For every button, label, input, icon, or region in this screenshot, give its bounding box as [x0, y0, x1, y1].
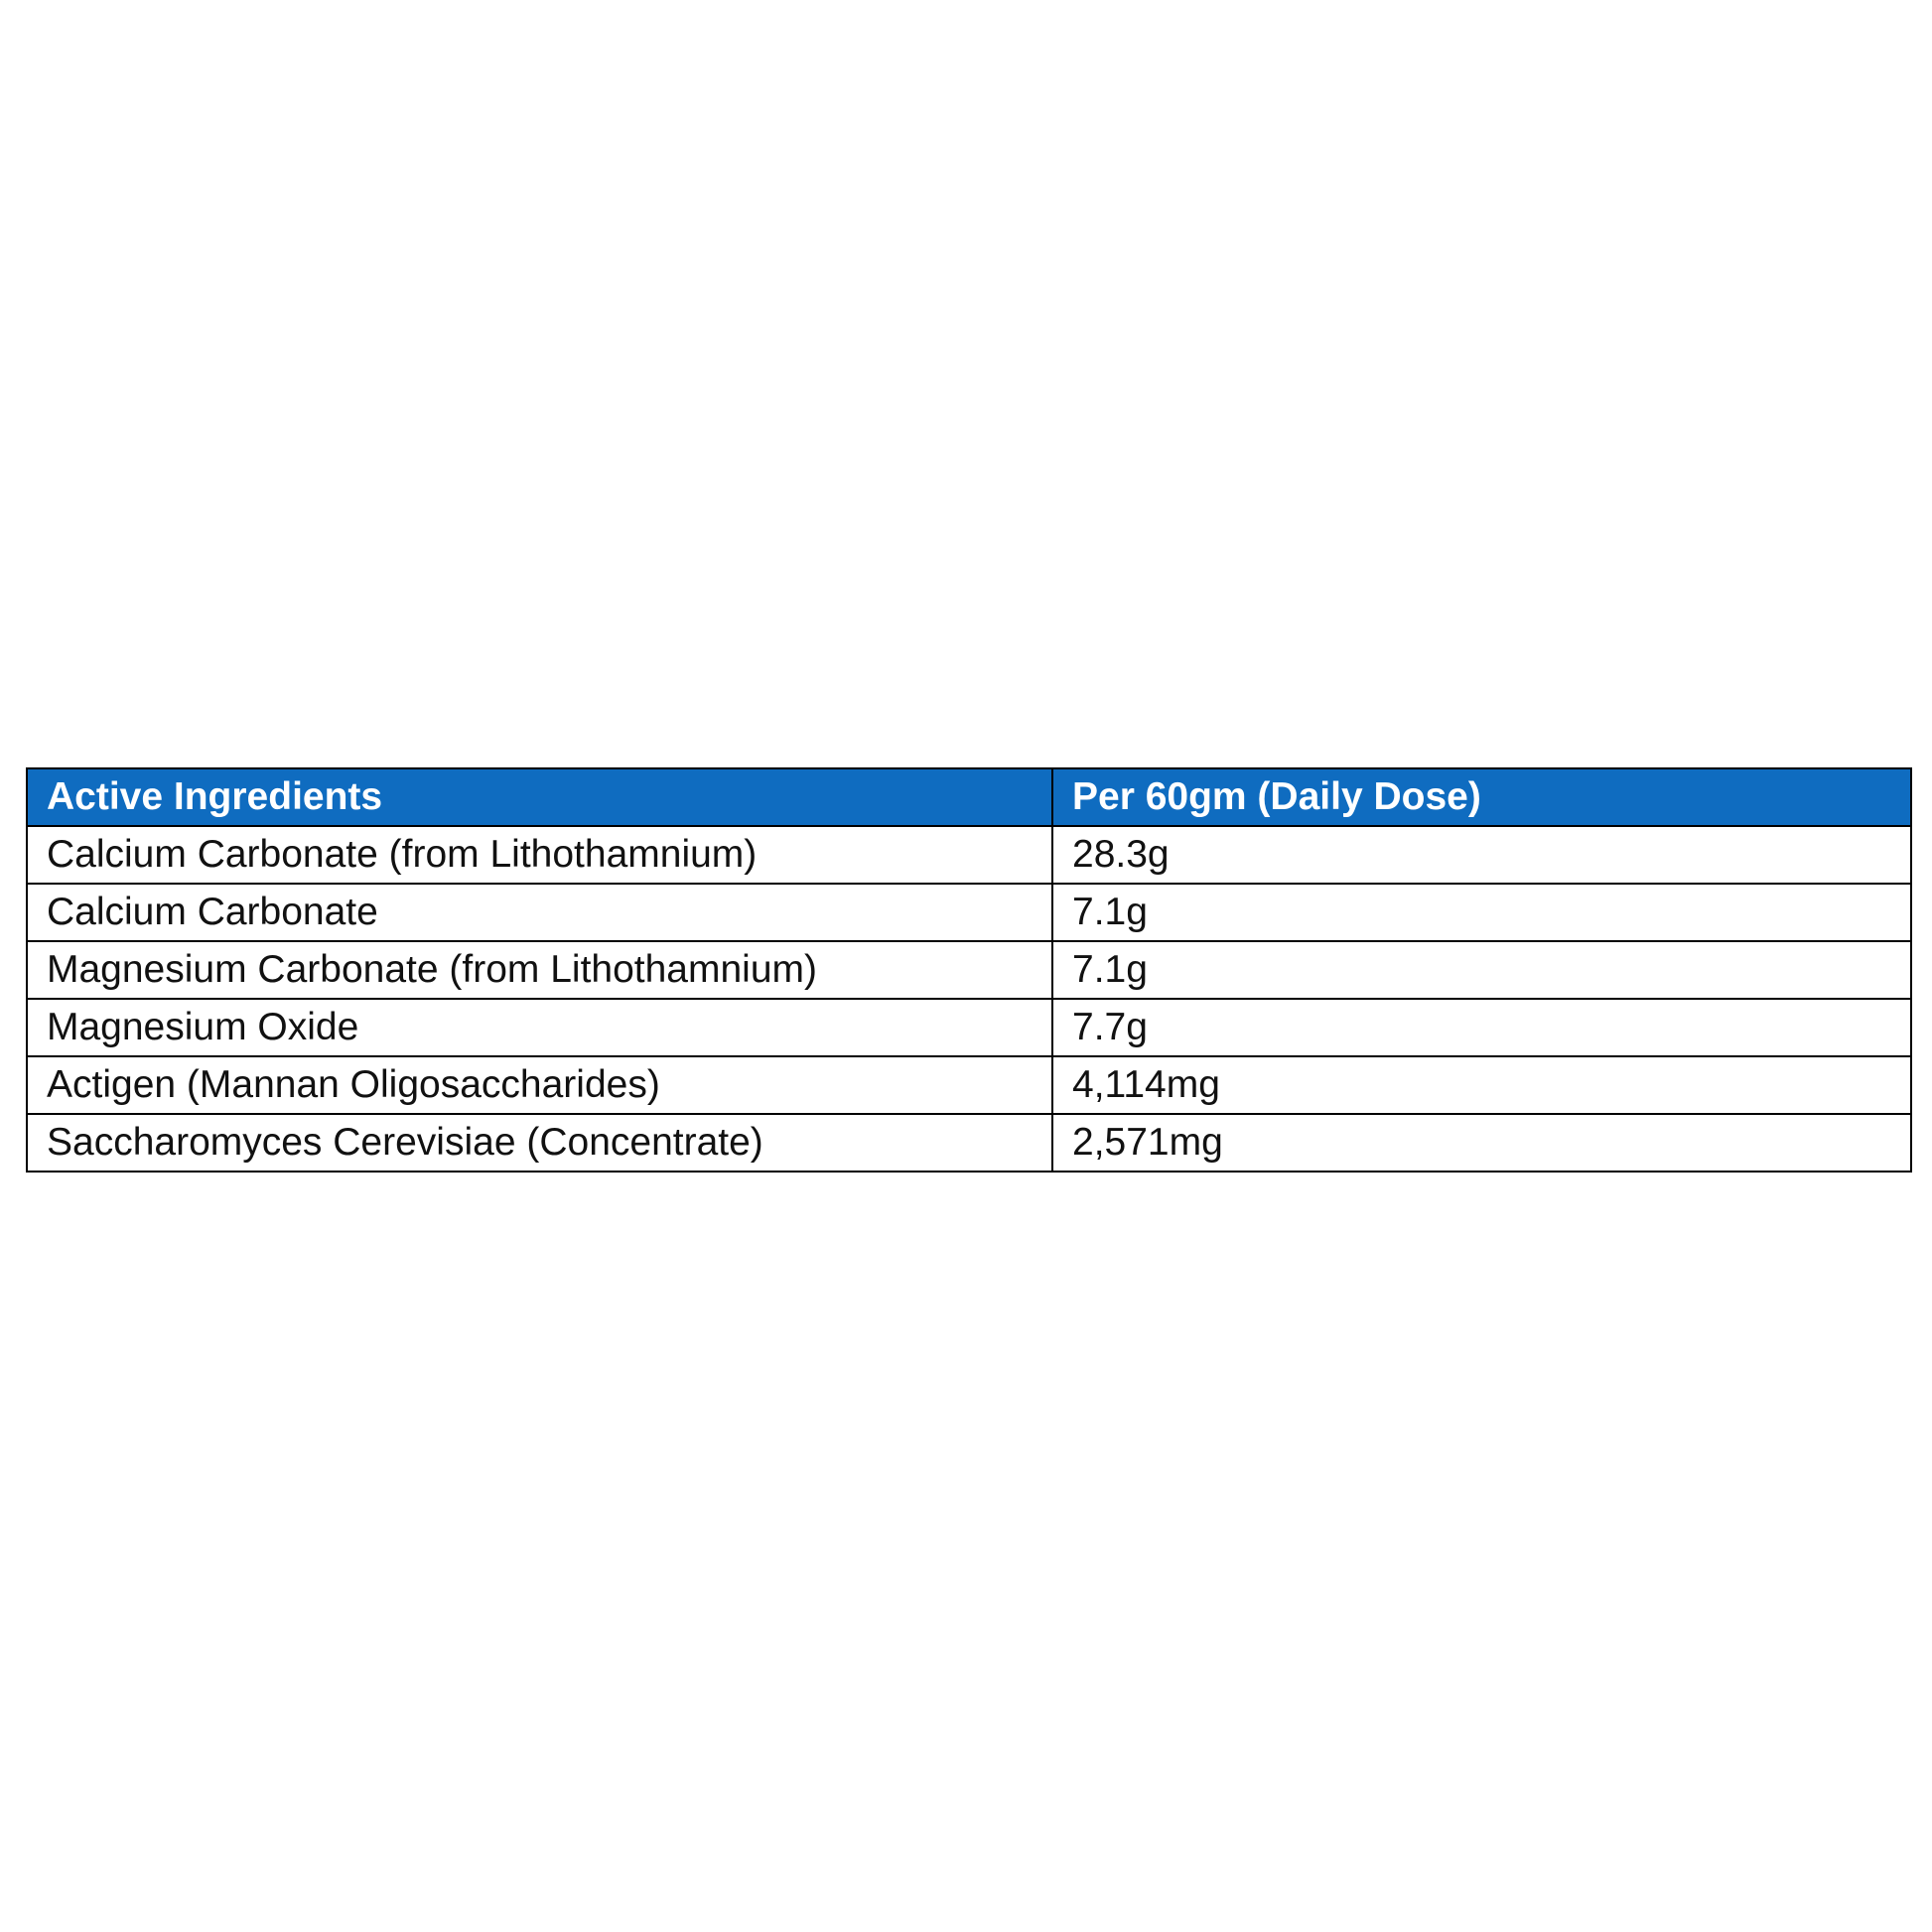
ingredient-name-cell: Calcium Carbonate [27, 884, 1052, 941]
table-row [27, 884, 1911, 941]
ingredient-amount-cell: 7.1g [1052, 884, 1911, 941]
header-per-60gm-daily-dose: Per 60gm (Daily Dose) [1052, 768, 1911, 826]
table-row [27, 1114, 1911, 1172]
ingredients-table [26, 767, 1912, 1173]
ingredient-amount-cell: 28.3g [1052, 826, 1911, 884]
table-row [27, 941, 1911, 999]
table-row [27, 1056, 1911, 1114]
ingredient-amount-cell: 7.7g [1052, 999, 1911, 1056]
ingredient-name-cell: Calcium Carbonate (from Lithothamnium) [27, 826, 1052, 884]
table-row [27, 999, 1911, 1056]
table-row [27, 826, 1911, 884]
ingredient-name-cell: Saccharomyces Cerevisiae (Concentrate) [27, 1114, 1052, 1172]
ingredient-name-cell: Actigen (Mannan Oligosaccharides) [27, 1056, 1052, 1114]
ingredient-amount-cell: 7.1g [1052, 941, 1911, 999]
header-active-ingredients: Active Ingredients [27, 768, 1052, 826]
ingredient-name-cell: Magnesium Oxide [27, 999, 1052, 1056]
ingredients-table-container [26, 767, 1910, 1173]
table-header-row [27, 768, 1911, 826]
ingredient-amount-cell: 2,571mg [1052, 1114, 1911, 1172]
ingredient-name-cell: Magnesium Carbonate (from Lithothamnium) [27, 941, 1052, 999]
ingredient-amount-cell: 4,114mg [1052, 1056, 1911, 1114]
